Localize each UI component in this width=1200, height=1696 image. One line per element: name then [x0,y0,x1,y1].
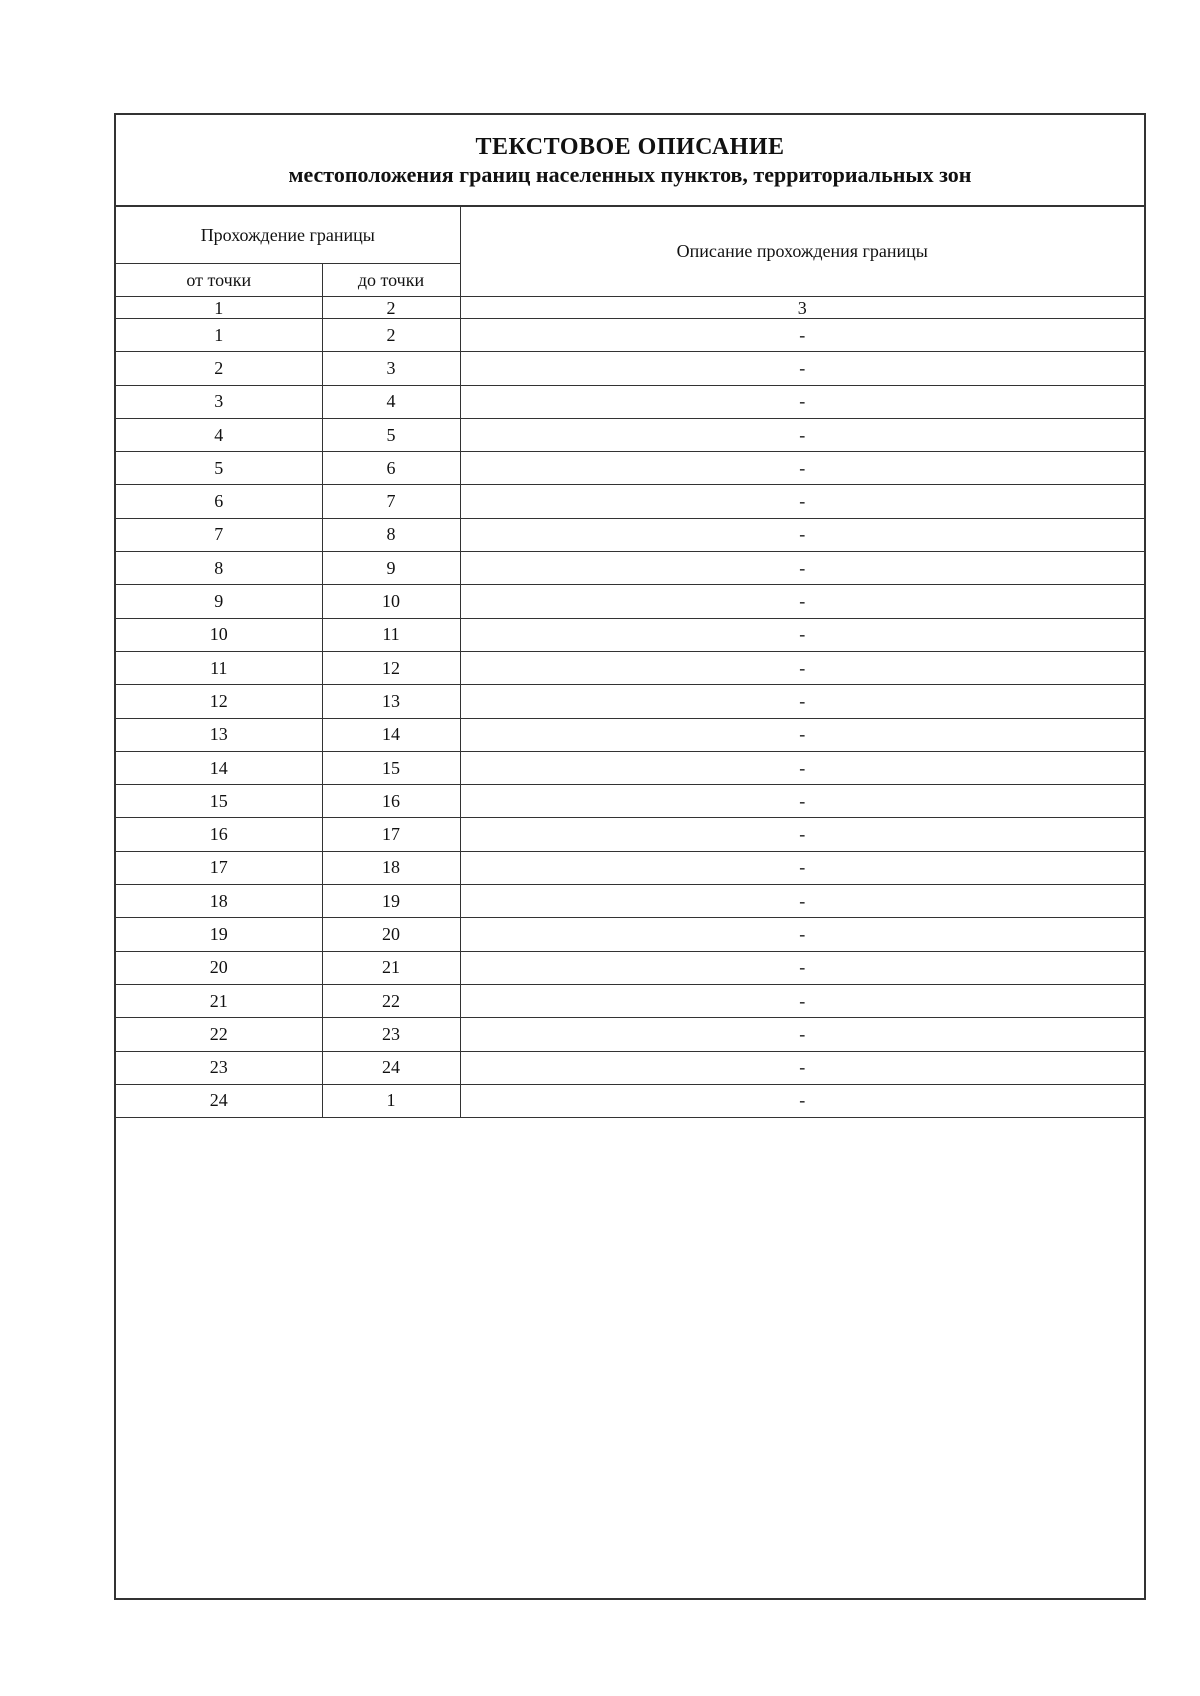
cell-to-point: 19 [322,885,460,918]
cell-to-point: 22 [322,984,460,1017]
table-row [116,485,1144,518]
cell-to-point: 17 [322,818,460,851]
cell-to-point: 8 [322,518,460,551]
cell-description: - [460,452,1144,485]
table-body [116,319,1144,1118]
header-passage-group: Прохождение границы [116,207,460,264]
cell-description: - [460,885,1144,918]
cell-description: - [460,651,1144,684]
cell-from-point: 12 [116,685,322,718]
cell-to-point: 18 [322,851,460,884]
header-col-number-1: 1 [116,297,322,319]
table-row [116,385,1144,418]
cell-description: - [460,618,1144,651]
cell-description: - [460,485,1144,518]
cell-description: - [460,918,1144,951]
cell-to-point: 14 [322,718,460,751]
table-row [116,785,1144,818]
cell-from-point: 2 [116,352,322,385]
cell-description: - [460,818,1144,851]
cell-from-point: 7 [116,518,322,551]
title-block [116,115,1144,207]
cell-to-point: 9 [322,552,460,585]
document-title: ТЕКСТОВОЕ ОПИСАНИЕ [475,134,785,160]
cell-description: - [460,352,1144,385]
cell-to-point: 3 [322,352,460,385]
table-row [116,984,1144,1017]
table-row [116,319,1144,352]
cell-from-point: 21 [116,984,322,1017]
table-row [116,1084,1144,1117]
cell-from-point: 9 [116,585,322,618]
cell-description: - [460,418,1144,451]
cell-description: - [460,585,1144,618]
cell-to-point: 11 [322,618,460,651]
cell-description: - [460,785,1144,818]
cell-from-point: 4 [116,418,322,451]
cell-to-point: 13 [322,685,460,718]
document-subtitle: местоположения границ населенных пунктов, территориальных зон [288,162,972,187]
table-row [116,751,1144,784]
table-row [116,951,1144,984]
boundary-table [116,207,1144,1118]
cell-description: - [460,319,1144,352]
cell-from-point: 11 [116,651,322,684]
cell-to-point: 12 [322,651,460,684]
cell-from-point: 8 [116,552,322,585]
document-frame [114,113,1146,1600]
cell-to-point: 2 [322,319,460,352]
cell-description: - [460,1084,1144,1117]
cell-description: - [460,951,1144,984]
cell-from-point: 15 [116,785,322,818]
cell-from-point: 19 [116,918,322,951]
cell-from-point: 16 [116,818,322,851]
cell-from-point: 6 [116,485,322,518]
cell-from-point: 17 [116,851,322,884]
cell-to-point: 1 [322,1084,460,1117]
cell-to-point: 5 [322,418,460,451]
table-row [116,651,1144,684]
cell-description: - [460,552,1144,585]
table-row [116,818,1144,851]
cell-to-point: 7 [322,485,460,518]
table-row [116,718,1144,751]
table-row [116,1051,1144,1084]
header-to-point: до точки [322,264,460,297]
cell-from-point: 10 [116,618,322,651]
cell-to-point: 20 [322,918,460,951]
cell-to-point: 6 [322,452,460,485]
cell-to-point: 4 [322,385,460,418]
table-row [116,618,1144,651]
cell-from-point: 3 [116,385,322,418]
cell-from-point: 18 [116,885,322,918]
cell-description: - [460,718,1144,751]
cell-description: - [460,1051,1144,1084]
cell-from-point: 1 [116,319,322,352]
cell-from-point: 24 [116,1084,322,1117]
table-row [116,518,1144,551]
cell-description: - [460,518,1144,551]
table-row [116,885,1144,918]
header-from-point: от точки [116,264,322,297]
table-row [116,851,1144,884]
table-row [116,452,1144,485]
cell-to-point: 23 [322,1018,460,1051]
cell-to-point: 10 [322,585,460,618]
cell-to-point: 21 [322,951,460,984]
cell-to-point: 24 [322,1051,460,1084]
cell-to-point: 15 [322,751,460,784]
cell-from-point: 5 [116,452,322,485]
table-row [116,418,1144,451]
cell-to-point: 16 [322,785,460,818]
table-row [116,552,1144,585]
table-row [116,685,1144,718]
header-description: Описание прохождения границы [460,207,1144,297]
cell-from-point: 13 [116,718,322,751]
cell-description: - [460,984,1144,1017]
cell-description: - [460,685,1144,718]
cell-description: - [460,851,1144,884]
cell-from-point: 22 [116,1018,322,1051]
cell-description: - [460,751,1144,784]
cell-from-point: 14 [116,751,322,784]
header-col-number-3: 3 [460,297,1144,319]
cell-description: - [460,1018,1144,1051]
table-row [116,585,1144,618]
header-col-number-2: 2 [322,297,460,319]
table-row [116,918,1144,951]
cell-from-point: 20 [116,951,322,984]
cell-description: - [460,385,1144,418]
table-row [116,1018,1144,1051]
cell-from-point: 23 [116,1051,322,1084]
table-row [116,352,1144,385]
